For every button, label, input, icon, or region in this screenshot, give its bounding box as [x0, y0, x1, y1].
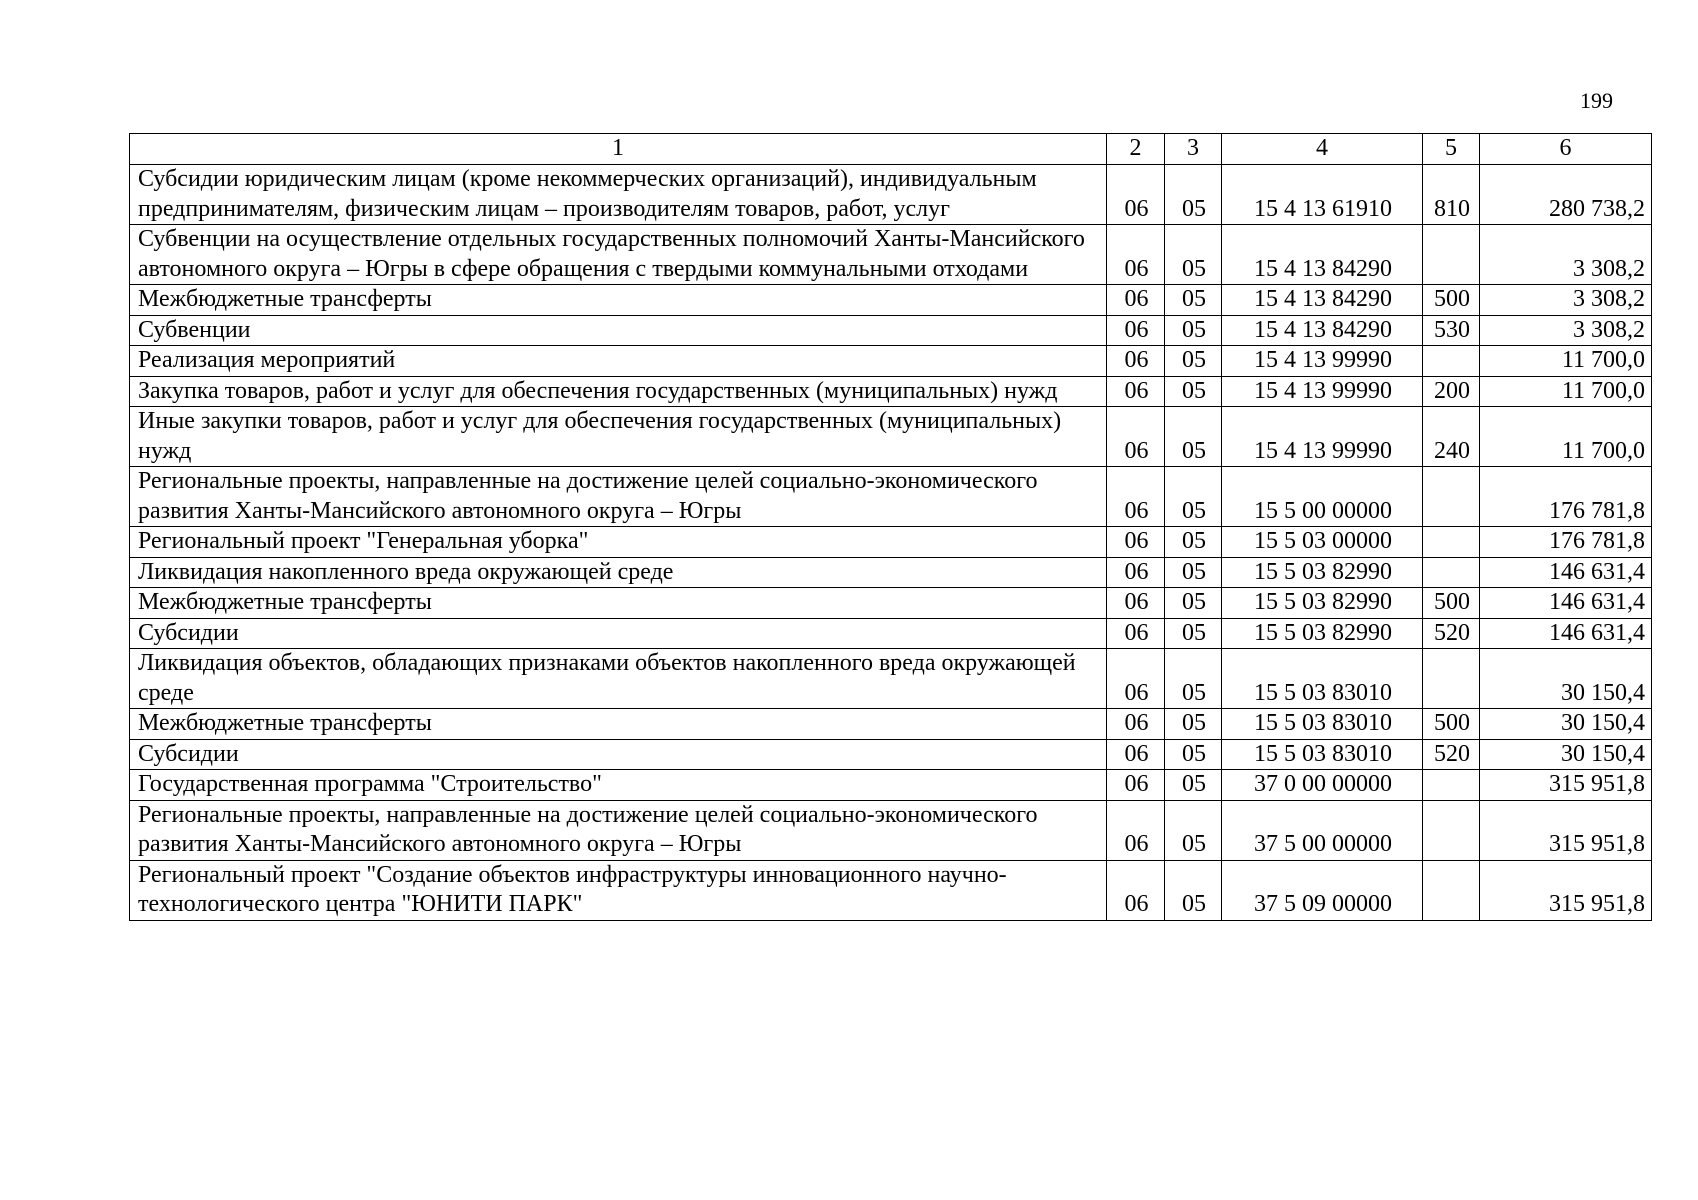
table-row [130, 588, 1652, 619]
row-subsection-cell: 05 [1165, 467, 1222, 527]
row-target-article-cell: 15 4 13 99990 [1222, 376, 1423, 407]
row-target-article-cell: 15 5 00 00000 [1222, 467, 1423, 527]
table-row [130, 860, 1652, 920]
row-amount-cell: 30 150,4 [1480, 709, 1652, 740]
row-expense-type-cell [1423, 527, 1480, 558]
header-cell-name: 1 [130, 134, 1107, 165]
row-expense-type-cell [1423, 860, 1480, 920]
row-name-cell: Ликвидация объектов, обладающих признаками объектов накопленного вреда окружающей среде [130, 649, 1107, 709]
row-name-cell: Субсидии юридическим лицам (кроме некоммерческих организаций), индивидуальным предпринимателям, физическим лицам – производителям товаров, работ, услуг [130, 165, 1107, 225]
row-section-cell: 06 [1107, 618, 1165, 649]
row-expense-type-cell [1423, 225, 1480, 285]
row-name-cell: Субсидии [130, 739, 1107, 770]
row-target-article-cell: 15 4 13 84290 [1222, 225, 1423, 285]
row-subsection-cell: 05 [1165, 739, 1222, 770]
row-target-article-cell: 37 5 09 00000 [1222, 860, 1423, 920]
row-target-article-cell: 15 4 13 84290 [1222, 285, 1423, 316]
row-expense-type-cell: 500 [1423, 709, 1480, 740]
row-target-article-cell: 37 0 00 00000 [1222, 770, 1423, 801]
row-amount-cell: 315 951,8 [1480, 800, 1652, 860]
row-name-cell: Региональные проекты, направленные на достижение целей социально-экономического развития Ханты-Мансийского автономного округа – Югры [130, 800, 1107, 860]
row-target-article-cell: 37 5 00 00000 [1222, 800, 1423, 860]
row-subsection-cell: 05 [1165, 225, 1222, 285]
header-cell-section: 2 [1107, 134, 1165, 165]
row-name-cell: Реализация мероприятий [130, 346, 1107, 377]
row-section-cell: 06 [1107, 285, 1165, 316]
row-section-cell: 06 [1107, 588, 1165, 619]
row-section-cell: 06 [1107, 407, 1165, 467]
row-section-cell: 06 [1107, 225, 1165, 285]
row-section-cell: 06 [1107, 557, 1165, 588]
row-amount-cell: 3 308,2 [1480, 225, 1652, 285]
row-name-cell: Ликвидация накопленного вреда окружающей среде [130, 557, 1107, 588]
row-subsection-cell: 05 [1165, 588, 1222, 619]
row-amount-cell: 146 631,4 [1480, 557, 1652, 588]
table-body [130, 134, 1652, 921]
row-section-cell: 06 [1107, 770, 1165, 801]
row-section-cell: 06 [1107, 346, 1165, 377]
row-target-article-cell: 15 5 03 00000 [1222, 527, 1423, 558]
table-row [130, 285, 1652, 316]
row-amount-cell: 30 150,4 [1480, 649, 1652, 709]
row-expense-type-cell [1423, 557, 1480, 588]
table-row [130, 165, 1652, 225]
row-expense-type-cell: 240 [1423, 407, 1480, 467]
row-target-article-cell: 15 5 03 83010 [1222, 709, 1423, 740]
row-subsection-cell: 05 [1165, 800, 1222, 860]
row-subsection-cell: 05 [1165, 557, 1222, 588]
row-expense-type-cell: 530 [1423, 315, 1480, 346]
row-subsection-cell: 05 [1165, 860, 1222, 920]
row-name-cell: Региональные проекты, направленные на достижение целей социально-экономического развития Ханты-Мансийского автономного округа – Югры [130, 467, 1107, 527]
row-expense-type-cell [1423, 770, 1480, 801]
header-cell-subsection: 3 [1165, 134, 1222, 165]
row-expense-type-cell [1423, 649, 1480, 709]
row-subsection-cell: 05 [1165, 527, 1222, 558]
table-row [130, 407, 1652, 467]
table-row [130, 557, 1652, 588]
table-row [130, 800, 1652, 860]
row-target-article-cell: 15 5 03 82990 [1222, 588, 1423, 619]
row-target-article-cell: 15 5 03 82990 [1222, 557, 1423, 588]
row-name-cell: Субвенции на осуществление отдельных государственных полномочий Ханты-Мансийского автономного округа – Югры в сфере обращения с твердыми коммунальными отходами [130, 225, 1107, 285]
row-amount-cell: 280 738,2 [1480, 165, 1652, 225]
row-name-cell: Межбюджетные трансферты [130, 588, 1107, 619]
row-target-article-cell: 15 4 13 99990 [1222, 407, 1423, 467]
row-target-article-cell: 15 5 03 83010 [1222, 649, 1423, 709]
row-section-cell: 06 [1107, 709, 1165, 740]
header-cell-expense-type: 5 [1423, 134, 1480, 165]
row-section-cell: 06 [1107, 376, 1165, 407]
row-section-cell: 06 [1107, 165, 1165, 225]
row-subsection-cell: 05 [1165, 165, 1222, 225]
row-name-cell: Межбюджетные трансферты [130, 285, 1107, 316]
row-expense-type-cell: 200 [1423, 376, 1480, 407]
row-name-cell: Субвенции [130, 315, 1107, 346]
row-subsection-cell: 05 [1165, 649, 1222, 709]
row-expense-type-cell: 810 [1423, 165, 1480, 225]
row-name-cell: Закупка товаров, работ и услуг для обеспечения государственных (муниципальных) нужд [130, 376, 1107, 407]
row-section-cell: 06 [1107, 800, 1165, 860]
row-amount-cell: 30 150,4 [1480, 739, 1652, 770]
row-amount-cell: 315 951,8 [1480, 860, 1652, 920]
row-expense-type-cell: 520 [1423, 618, 1480, 649]
row-subsection-cell: 05 [1165, 770, 1222, 801]
row-target-article-cell: 15 5 03 83010 [1222, 739, 1423, 770]
row-section-cell: 06 [1107, 739, 1165, 770]
row-expense-type-cell [1423, 800, 1480, 860]
table-row [130, 346, 1652, 377]
row-amount-cell: 176 781,8 [1480, 527, 1652, 558]
page-number: 199 [1580, 88, 1613, 113]
table-row [130, 225, 1652, 285]
table-row [130, 739, 1652, 770]
row-expense-type-cell [1423, 346, 1480, 377]
row-amount-cell: 146 631,4 [1480, 618, 1652, 649]
row-name-cell: Региональный проект "Генеральная уборка" [130, 527, 1107, 558]
row-name-cell: Региональный проект "Создание объектов инфраструктуры инновационного научно-технологического центра "ЮНИТИ ПАРК" [130, 860, 1107, 920]
row-name-cell: Межбюджетные трансферты [130, 709, 1107, 740]
row-section-cell: 06 [1107, 649, 1165, 709]
row-name-cell: Государственная программа "Строительство" [130, 770, 1107, 801]
table-header-row [130, 134, 1652, 165]
header-cell-target-article: 4 [1222, 134, 1423, 165]
row-amount-cell: 11 700,0 [1480, 376, 1652, 407]
table-row [130, 467, 1652, 527]
table-row [130, 770, 1652, 801]
row-target-article-cell: 15 5 03 82990 [1222, 618, 1423, 649]
table-row [130, 527, 1652, 558]
budget-table [129, 133, 1652, 921]
row-name-cell: Субсидии [130, 618, 1107, 649]
row-section-cell: 06 [1107, 467, 1165, 527]
row-target-article-cell: 15 4 13 99990 [1222, 346, 1423, 377]
row-section-cell: 06 [1107, 527, 1165, 558]
row-amount-cell: 315 951,8 [1480, 770, 1652, 801]
row-target-article-cell: 15 4 13 84290 [1222, 315, 1423, 346]
row-subsection-cell: 05 [1165, 407, 1222, 467]
table-row [130, 315, 1652, 346]
row-section-cell: 06 [1107, 860, 1165, 920]
row-subsection-cell: 05 [1165, 709, 1222, 740]
row-subsection-cell: 05 [1165, 618, 1222, 649]
row-section-cell: 06 [1107, 315, 1165, 346]
row-subsection-cell: 05 [1165, 346, 1222, 377]
row-amount-cell: 3 308,2 [1480, 285, 1652, 316]
table-row [130, 618, 1652, 649]
row-amount-cell: 11 700,0 [1480, 407, 1652, 467]
row-subsection-cell: 05 [1165, 315, 1222, 346]
row-expense-type-cell: 500 [1423, 285, 1480, 316]
table-row [130, 709, 1652, 740]
row-subsection-cell: 05 [1165, 285, 1222, 316]
row-amount-cell: 176 781,8 [1480, 467, 1652, 527]
table-row [130, 649, 1652, 709]
header-cell-amount: 6 [1480, 134, 1652, 165]
row-amount-cell: 3 308,2 [1480, 315, 1652, 346]
row-expense-type-cell: 500 [1423, 588, 1480, 619]
row-amount-cell: 11 700,0 [1480, 346, 1652, 377]
row-name-cell: Иные закупки товаров, работ и услуг для обеспечения государственных (муниципальных) нужд [130, 407, 1107, 467]
row-subsection-cell: 05 [1165, 376, 1222, 407]
row-expense-type-cell [1423, 467, 1480, 527]
row-target-article-cell: 15 4 13 61910 [1222, 165, 1423, 225]
row-amount-cell: 146 631,4 [1480, 588, 1652, 619]
row-expense-type-cell: 520 [1423, 739, 1480, 770]
table-row [130, 376, 1652, 407]
